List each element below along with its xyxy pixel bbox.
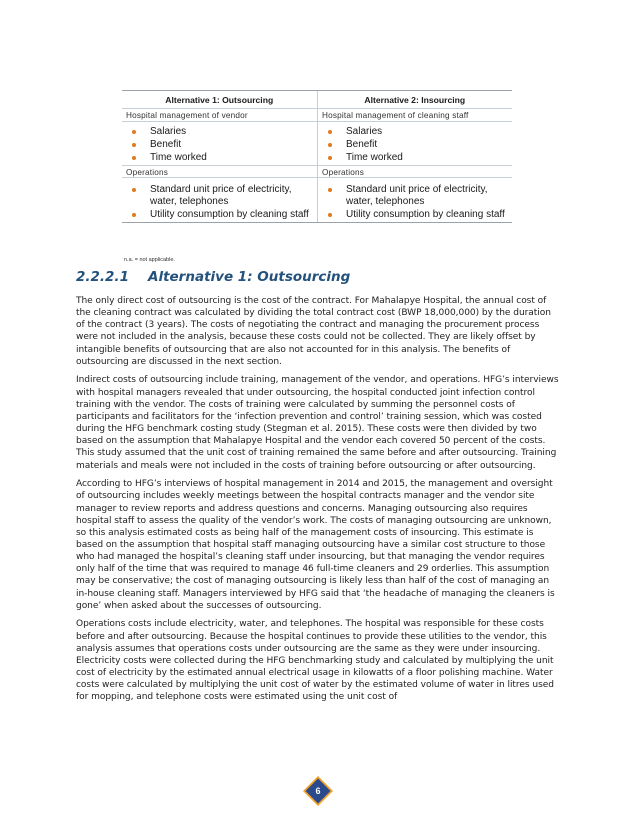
bullet-icon — [132, 130, 136, 134]
list-item — [126, 184, 317, 208]
list-item — [126, 126, 317, 138]
management-label-row — [122, 109, 512, 122]
list-item — [322, 184, 512, 208]
operations-items-insourcing — [317, 178, 512, 222]
list-item — [126, 139, 317, 151]
operations-label-outsourcing: Operations — [122, 165, 317, 178]
cost-table — [122, 90, 512, 223]
list-item-text: Benefit — [150, 139, 182, 150]
list-item — [322, 139, 512, 151]
bullet-icon — [132, 213, 136, 217]
header-insourcing: Alternative 2: Insourcing — [317, 91, 513, 109]
list-item-text: Time worked — [346, 152, 403, 163]
bullet-icon — [132, 143, 136, 147]
list-item-text: Time worked — [150, 152, 207, 163]
list-item-text: Standard unit price of electricity, water, telephones — [346, 184, 488, 207]
body-text — [76, 295, 560, 710]
operations-label-row — [122, 165, 512, 178]
bullet-icon — [132, 156, 136, 160]
list-item-text: Salaries — [346, 126, 383, 137]
management-items-row — [122, 122, 512, 165]
list-item-text: Utility consumption by cleaning staff — [346, 209, 505, 220]
table-note: n.a. = not applicable. — [124, 257, 175, 263]
paragraph: According to HFG’s interviews of hospital management in 2014 and 2015, the management and oversight of outsourcing includes weekly meetings between the hospital contracts manager and the vendor site manager to review reports and address questions and concerns. Managing outsourcing also requires hospital staff to assess the quality of the vendor’s work. The costs of managing outsourcing are unknown, so this analysis estimated costs as being half of the management costs of insourcing. This estimate is based on the assumption that hospital staff managing outsourcing have a similar cost structure to those who had managed the hospital’s cleaning staff under insourcing, but that managing the vendor requires only half of the time that was required to manage 46 full-time cleaners and 29 orderlies. This assumption may be conservative; the cost of managing outsourcing is likely less than half of the cost of managing an in-house cleaning staff. Managers interviewed by HFG said that ‘the headache of managing the cleaners is gone’ when asked about the successes of outsourcing. — [76, 479, 555, 611]
bullet-icon — [328, 213, 332, 217]
bullet-icon — [132, 188, 136, 192]
table-header-row — [122, 90, 512, 109]
list-item — [126, 152, 317, 164]
paragraph: Operations costs include electricity, water, and telephones. The hospital was responsible for these costs before and after outsourcing. Because the hospital continues to provide these utilities to the vendor, this analysis assumes that operations costs under outsourcing are the same as they were under insourcing. Electricity costs were collected during the HFG benchmarking study and calculated by multiplying the unit cost of electricity by the estimated annual electrical usage in kilowatts of a floor polishing machine. Water costs were calculated by multiplying the unit cost of water by the estimated volume of water in litres used for mopping, and telephone costs were estimated using the unit cost of — [76, 619, 554, 703]
management-label-insourcing: Hospital management of cleaning staff — [317, 109, 512, 122]
header-outsourcing: Alternative 1: Outsourcing — [122, 91, 317, 109]
management-label-outsourcing: Hospital management of vendor — [122, 109, 317, 122]
list-item — [322, 152, 512, 164]
operations-label-insourcing: Operations — [317, 165, 512, 178]
list-item — [126, 209, 317, 221]
paragraph: The only direct cost of outsourcing is the cost of the contract. For Mahalapye Hospital, the annual cost of the cleaning contract was calculated by dividing the total contract cost (BWP 18,000,000) by the duration of the contract (3 years). The costs of negotiating the contract and managing the procurement process were not included in the analysis, because these costs could not be collected. They are likely offset by intangible benefits of outsourcing that are also not accounted for in this analysis. The benefits of outsourcing are discussed in the next section. — [76, 296, 551, 367]
management-items-outsourcing — [122, 122, 317, 165]
section-title: Alternative 1: Outsourcing — [148, 269, 351, 285]
list-item — [322, 126, 512, 138]
list-item-text: Utility consumption by cleaning staff — [150, 209, 309, 220]
list-item-text: Salaries — [150, 126, 187, 137]
bullet-icon — [328, 130, 332, 134]
operations-items-outsourcing — [122, 178, 317, 222]
section-heading — [76, 269, 350, 285]
list-item-text: Benefit — [346, 139, 378, 150]
paragraph: Indirect costs of outsourcing include training, management of the vendor, and operations. HFG’s interviews with hospital managers revealed that under outsourcing, the hospital conducted joint infection control training with the vendor. The costs of training were calculated by summing the personnel costs of participants and facilitators for the ‘infection prevention and control’ training session, which was costed during the HFG benchmark costing study (Stegman et al. 2015). These costs were then divided by two based on the assumption that Mahalapye Hospital and the vendor each covered 50 percent of the costs. This study assumed that the unit cost of training remained the same before and after outsourcing. Training materials and meals were not included in the costs of training before outsourcing or after outsourcing. — [76, 375, 559, 471]
operations-items-row — [122, 178, 512, 223]
list-item-text: Standard unit price of electricity, water, telephones — [150, 184, 292, 207]
bullet-icon — [328, 156, 332, 160]
section-number: 2.2.2.1 — [76, 269, 129, 285]
page-number: 6 — [315, 786, 321, 796]
bullet-icon — [328, 143, 332, 147]
list-item — [322, 209, 512, 221]
management-items-insourcing — [317, 122, 512, 165]
bullet-icon — [328, 188, 332, 192]
